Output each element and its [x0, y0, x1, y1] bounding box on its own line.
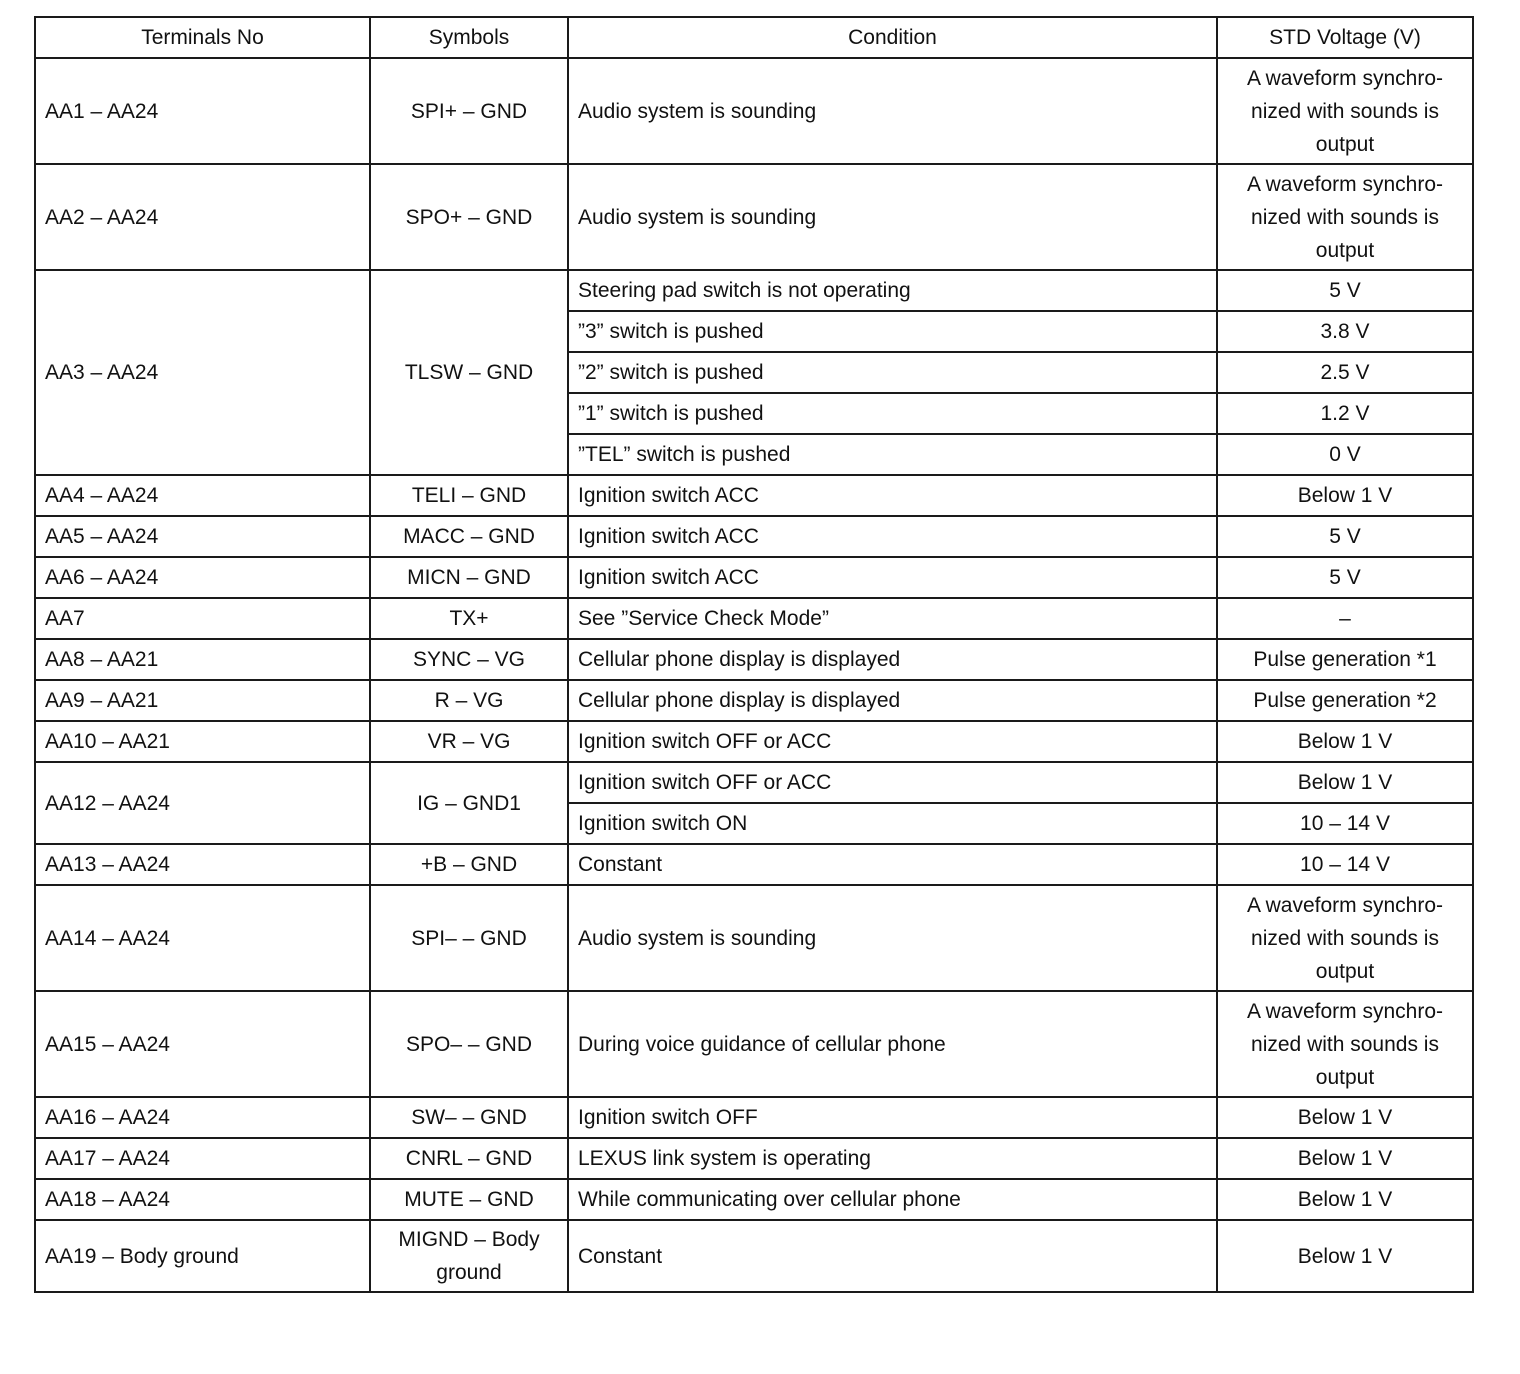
symbol-cell: SPO+ – GND: [370, 164, 568, 270]
condition-cell: ”2” switch is pushed: [568, 352, 1217, 393]
condition-cell: Ignition switch ACC: [568, 475, 1217, 516]
terminal-cell: AA1 – AA24: [35, 58, 370, 164]
condition-cell: Cellular phone display is displayed: [568, 639, 1217, 680]
condition-cell: Audio system is sounding: [568, 885, 1217, 991]
table-row: [35, 680, 1473, 721]
voltage-cell: 5 V: [1217, 557, 1473, 598]
table-row: [35, 762, 1473, 803]
voltage-cell: Below 1 V: [1217, 762, 1473, 803]
symbol-cell: SPI– – GND: [370, 885, 568, 991]
condition-cell: Audio system is sounding: [568, 164, 1217, 270]
voltage-cell: A waveform synchro-nized with sounds is output: [1217, 991, 1473, 1097]
symbol-cell: R – VG: [370, 680, 568, 721]
table-row: [35, 475, 1473, 516]
condition-cell: While communicating over cellular phone: [568, 1179, 1217, 1220]
condition-cell: Audio system is sounding: [568, 58, 1217, 164]
voltage-cell: 10 – 14 V: [1217, 844, 1473, 885]
terminal-cell: AA2 – AA24: [35, 164, 370, 270]
symbol-cell: SPO– – GND: [370, 991, 568, 1097]
table-row: [35, 598, 1473, 639]
terminal-cell: AA15 – AA24: [35, 991, 370, 1097]
terminal-cell: AA3 – AA24: [35, 270, 370, 475]
condition-cell: Steering pad switch is not operating: [568, 270, 1217, 311]
condition-cell: Ignition switch ON: [568, 803, 1217, 844]
terminal-cell: AA16 – AA24: [35, 1097, 370, 1138]
symbol-cell: IG – GND1: [370, 762, 568, 844]
condition-cell: LEXUS link system is operating: [568, 1138, 1217, 1179]
terminal-cell: AA19 – Body ground: [35, 1220, 370, 1292]
table-row: [35, 1097, 1473, 1138]
voltage-cell: Pulse generation *1: [1217, 639, 1473, 680]
table-row: [35, 557, 1473, 598]
terminal-cell: AA7: [35, 598, 370, 639]
condition-cell: Ignition switch OFF or ACC: [568, 721, 1217, 762]
symbol-cell: CNRL – GND: [370, 1138, 568, 1179]
voltage-cell: 10 – 14 V: [1217, 803, 1473, 844]
voltage-cell: A waveform synchro-nized with sounds is output: [1217, 58, 1473, 164]
table-row: [35, 1220, 1473, 1292]
voltage-cell: A waveform synchro-nized with sounds is output: [1217, 164, 1473, 270]
condition-cell: ”TEL” switch is pushed: [568, 434, 1217, 475]
condition-cell: Constant: [568, 1220, 1217, 1292]
voltage-cell: Below 1 V: [1217, 1097, 1473, 1138]
symbol-cell: VR – VG: [370, 721, 568, 762]
voltage-cell: Below 1 V: [1217, 475, 1473, 516]
symbol-cell: TELI – GND: [370, 475, 568, 516]
condition-cell: Constant: [568, 844, 1217, 885]
symbol-cell: SYNC – VG: [370, 639, 568, 680]
voltage-cell: Below 1 V: [1217, 1138, 1473, 1179]
header-symbols: Symbols: [370, 17, 568, 58]
voltage-cell: Below 1 V: [1217, 1220, 1473, 1292]
voltage-cell: Below 1 V: [1217, 721, 1473, 762]
symbol-cell: MIGND – Body ground: [370, 1220, 568, 1292]
voltage-cell: 5 V: [1217, 516, 1473, 557]
terminal-cell: AA12 – AA24: [35, 762, 370, 844]
terminal-cell: AA17 – AA24: [35, 1138, 370, 1179]
symbol-cell: TLSW – GND: [370, 270, 568, 475]
table-row: [35, 639, 1473, 680]
condition-cell: During voice guidance of cellular phone: [568, 991, 1217, 1097]
table-row: [35, 844, 1473, 885]
voltage-cell: –: [1217, 598, 1473, 639]
condition-cell: Ignition switch ACC: [568, 516, 1217, 557]
table-row: [35, 885, 1473, 991]
header-terminals-no: Terminals No: [35, 17, 370, 58]
table-row: [35, 58, 1473, 164]
symbol-cell: MICN – GND: [370, 557, 568, 598]
table-row: [35, 164, 1473, 270]
header-std-voltage: STD Voltage (V): [1217, 17, 1473, 58]
terminal-cell: AA18 – AA24: [35, 1179, 370, 1220]
voltage-cell: Below 1 V: [1217, 1179, 1473, 1220]
voltage-cell: Pulse generation *2: [1217, 680, 1473, 721]
condition-cell: ”1” switch is pushed: [568, 393, 1217, 434]
table-row: [35, 270, 1473, 311]
symbol-cell: TX+: [370, 598, 568, 639]
voltage-cell: 2.5 V: [1217, 352, 1473, 393]
table-row: [35, 721, 1473, 762]
table-body: [35, 58, 1473, 1292]
condition-cell: See ”Service Check Mode”: [568, 598, 1217, 639]
terminal-voltage-table: [34, 16, 1474, 1293]
table-row: [35, 1138, 1473, 1179]
symbol-cell: +B – GND: [370, 844, 568, 885]
table-header-row: [35, 17, 1473, 58]
table-row: [35, 991, 1473, 1097]
symbol-cell: MUTE – GND: [370, 1179, 568, 1220]
terminal-cell: AA9 – AA21: [35, 680, 370, 721]
header-condition: Condition: [568, 17, 1217, 58]
voltage-cell: 5 V: [1217, 270, 1473, 311]
terminal-cell: AA6 – AA24: [35, 557, 370, 598]
table-row: [35, 1179, 1473, 1220]
voltage-cell: 0 V: [1217, 434, 1473, 475]
terminal-cell: AA10 – AA21: [35, 721, 370, 762]
voltage-cell: A waveform synchro-nized with sounds is output: [1217, 885, 1473, 991]
condition-cell: Ignition switch ACC: [568, 557, 1217, 598]
condition-cell: ”3” switch is pushed: [568, 311, 1217, 352]
symbol-cell: MACC – GND: [370, 516, 568, 557]
condition-cell: Cellular phone display is displayed: [568, 680, 1217, 721]
terminal-cell: AA5 – AA24: [35, 516, 370, 557]
terminal-cell: AA4 – AA24: [35, 475, 370, 516]
symbol-cell: SPI+ – GND: [370, 58, 568, 164]
symbol-cell: SW– – GND: [370, 1097, 568, 1138]
voltage-cell: 3.8 V: [1217, 311, 1473, 352]
terminal-cell: AA13 – AA24: [35, 844, 370, 885]
terminal-cell: AA8 – AA21: [35, 639, 370, 680]
terminal-cell: AA14 – AA24: [35, 885, 370, 991]
condition-cell: Ignition switch OFF or ACC: [568, 762, 1217, 803]
condition-cell: Ignition switch OFF: [568, 1097, 1217, 1138]
voltage-cell: 1.2 V: [1217, 393, 1473, 434]
table-row: [35, 516, 1473, 557]
